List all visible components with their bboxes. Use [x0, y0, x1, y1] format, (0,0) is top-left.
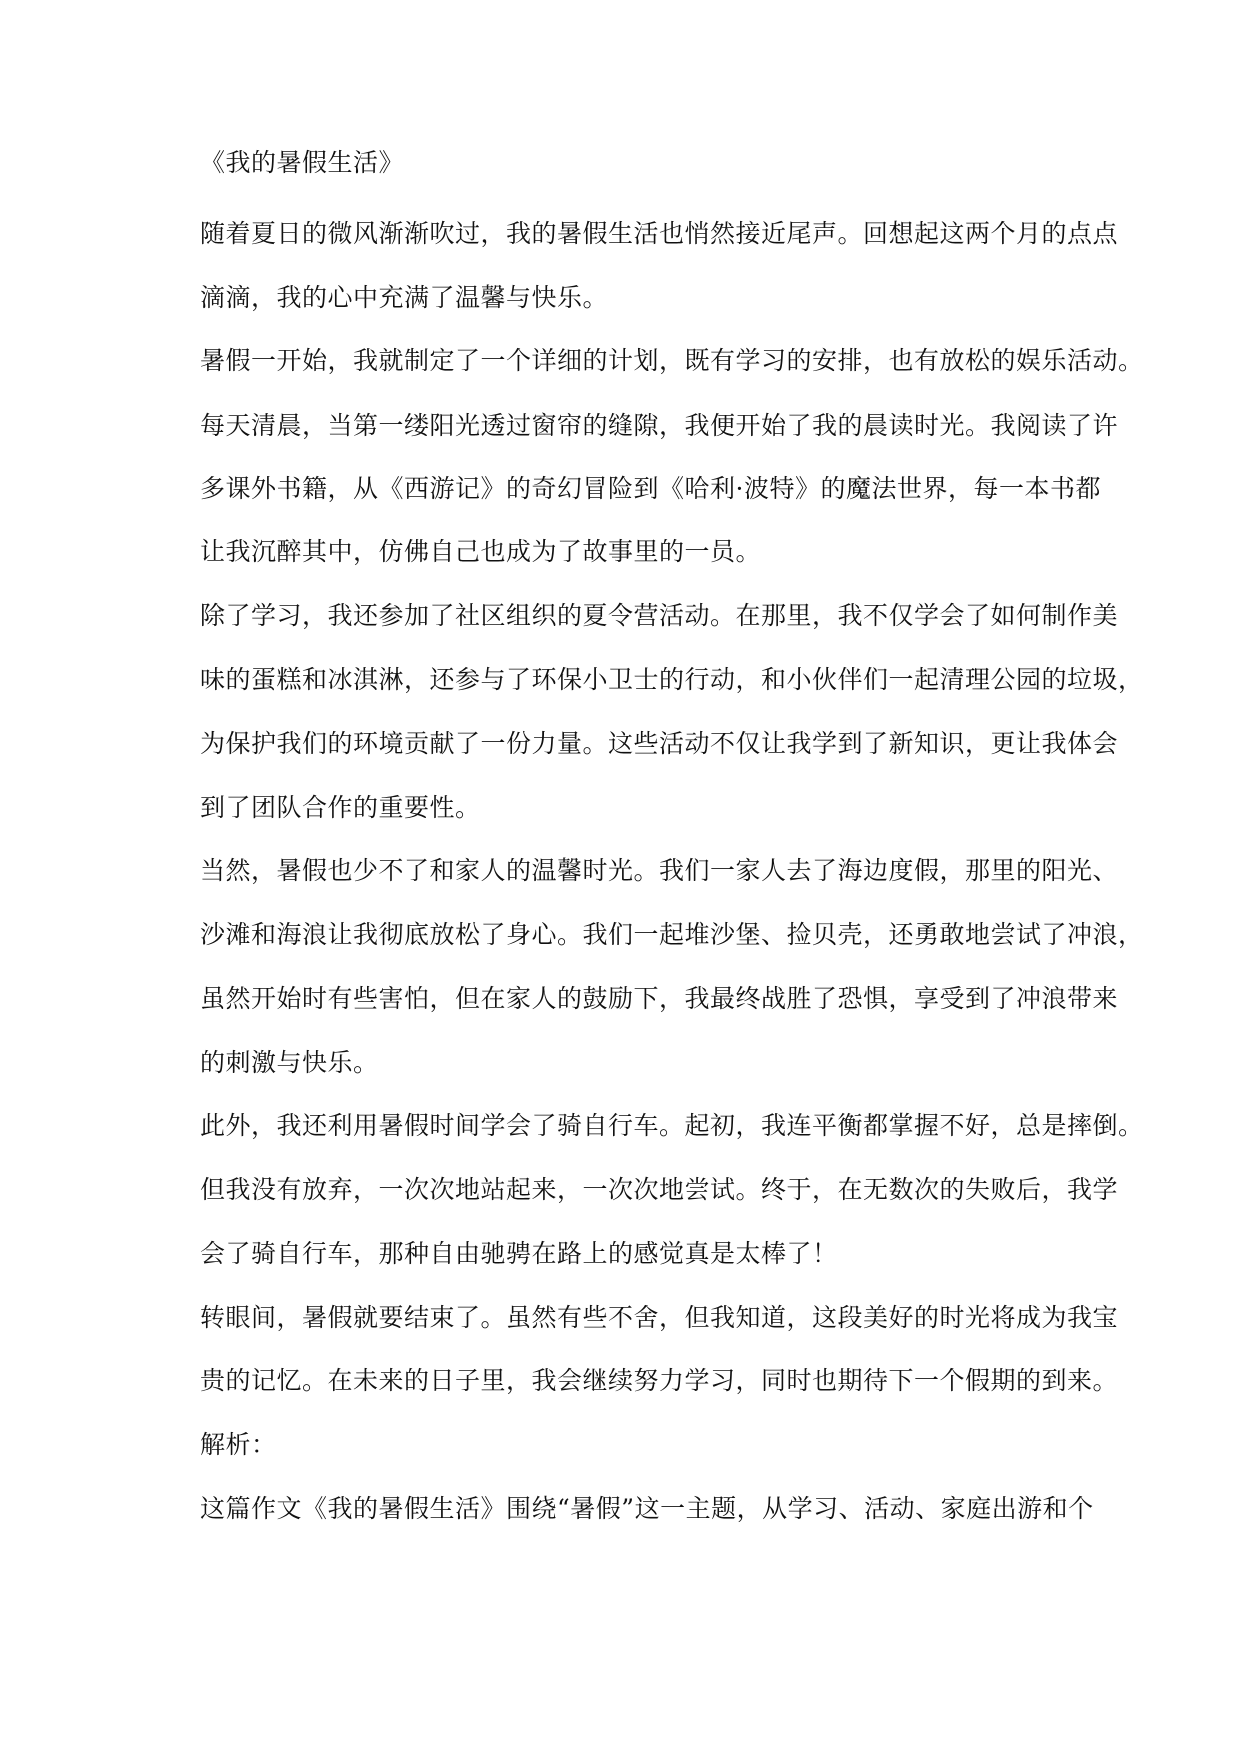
text-line: 转眼间，暑假就要结束了。虽然有些不舍，但我知道，这段美好的时光将成为我宝 — [200, 1303, 1119, 1332]
text-line: 会了骑自行车，那种自由驰骋在路上的感觉真是太棒了！ — [200, 1239, 838, 1268]
text-line: 暑假一开始，我就制定了一个详细的计划，既有学习的安排，也有放松的娱乐活动。 — [200, 346, 1144, 375]
text-line: 虽然开始时有些害怕，但在家人的鼓励下，我最终战胜了恐惧，享受到了冲浪带来 — [200, 984, 1119, 1013]
text-line: 贵的记忆。在未来的日子里，我会继续努力学习，同时也期待下一个假期的到来。 — [200, 1366, 1119, 1395]
text-line: 这篇作文《我的暑假生活》围绕“暑假”这一主题，从学习、活动、家庭出游和个 — [200, 1494, 1094, 1523]
text-line: 多课外书籍，从《西游记》的奇幻冒险到《哈利·波特》的魔法世界，每一本书都 — [200, 474, 1101, 503]
essay-title: 《我的暑假生活》 — [200, 148, 405, 177]
text-line: 为保护我们的环境贡献了一份力量。这些活动不仅让我学到了新知识，更让我体会 — [200, 729, 1119, 758]
text-line: 当然，暑假也少不了和家人的温馨时光。我们一家人去了海边度假，那里的阳光、 — [200, 856, 1119, 885]
text-line: 让我沉醉其中，仿佛自己也成为了故事里的一员。 — [200, 537, 762, 566]
text-line: 随着夏日的微风渐渐吹过，我的暑假生活也悄然接近尾声。回想起这两个月的点点 — [200, 219, 1119, 248]
text-line: 此外，我还利用暑假时间学会了骑自行车。起初，我连平衡都掌握不好，总是摔倒。 — [200, 1111, 1144, 1140]
text-line: 的刺激与快乐。 — [200, 1048, 379, 1077]
text-line: 到了团队合作的重要性。 — [200, 793, 481, 822]
text-line: 每天清晨，当第一缕阳光透过窗帘的缝隙，我便开始了我的晨读时光。我阅读了许 — [200, 411, 1119, 440]
analysis-heading: 解析： — [200, 1430, 277, 1459]
text-line: 除了学习，我还参加了社区组织的夏令营活动。在那里，我不仅学会了如何制作美 — [200, 601, 1119, 630]
text-line: 滴滴，我的心中充满了温馨与快乐。 — [200, 283, 609, 312]
text-line: 沙滩和海浪让我彻底放松了身心。我们一起堆沙堡、捡贝壳，还勇敢地尝试了冲浪， — [200, 920, 1144, 949]
text-line: 但我没有放弃，一次次地站起来，一次次地尝试。终于，在无数次的失败后，我学 — [200, 1175, 1119, 1204]
text-line: 味的蛋糕和冰淇淋，还参与了环保小卫士的行动，和小伙伴们一起清理公园的垃圾， — [200, 665, 1144, 694]
